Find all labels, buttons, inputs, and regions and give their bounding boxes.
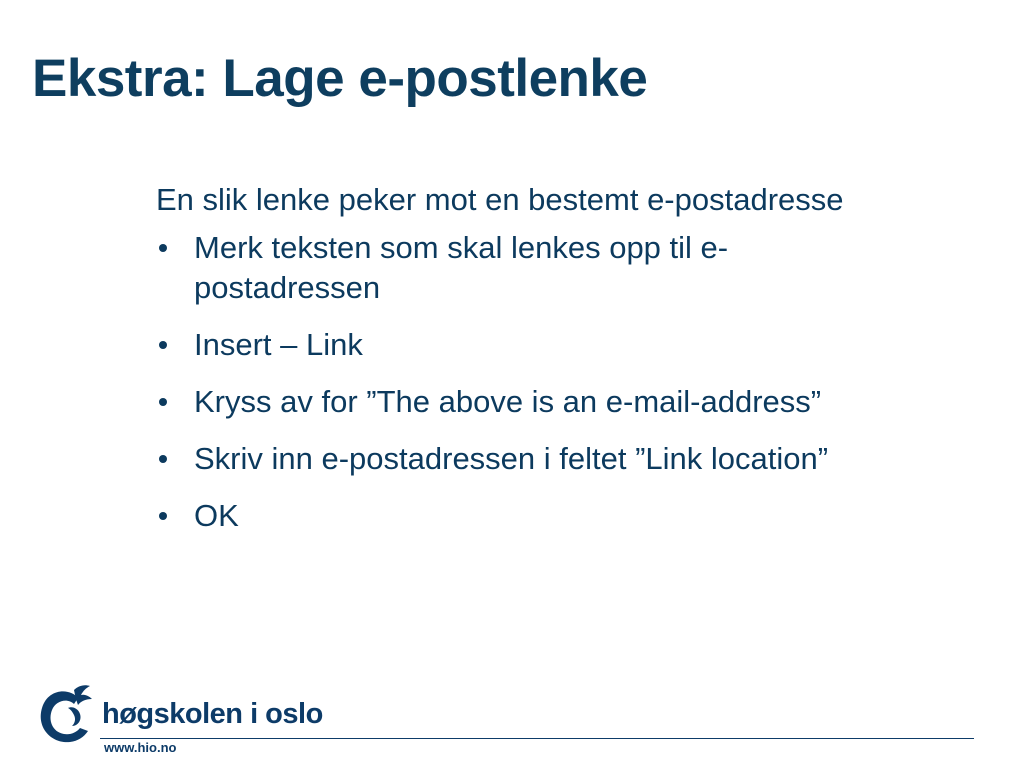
bullet-dot-icon — [159, 455, 167, 463]
bullet-list — [156, 228, 996, 536]
bullet-item — [156, 496, 996, 536]
slide-title: Ekstra: Lage e-postlenke — [32, 49, 648, 108]
bullet-item — [156, 382, 996, 422]
bullet-text: Kryss av for ”The above is an e-mail-address” — [194, 384, 822, 419]
bullet-item — [156, 325, 996, 365]
bullet-text: Merk teksten som skal lenkes opp til e-postadressen — [194, 230, 729, 305]
slide-body — [156, 180, 996, 553]
bullet-dot-icon — [159, 398, 167, 406]
bullet-dot-icon — [159, 512, 167, 520]
logo-mark-icon — [34, 678, 98, 748]
logo-url: www.hio.no — [104, 740, 177, 755]
bullet-item — [156, 228, 996, 308]
footer-divider — [100, 738, 974, 739]
bullet-text: Insert – Link — [194, 327, 363, 362]
institution-logo — [34, 676, 334, 756]
bullet-dot-icon — [159, 341, 167, 349]
logo-wordmark: høgskolen i oslo — [102, 698, 323, 730]
bullet-item — [156, 439, 996, 479]
bullet-dot-icon — [159, 244, 167, 252]
intro-text: En slik lenke peker mot en bestemt e-postadresse — [156, 182, 844, 217]
bullet-text: Skriv inn e-postadressen i feltet ”Link location” — [194, 441, 829, 476]
bullet-text: OK — [194, 498, 239, 533]
